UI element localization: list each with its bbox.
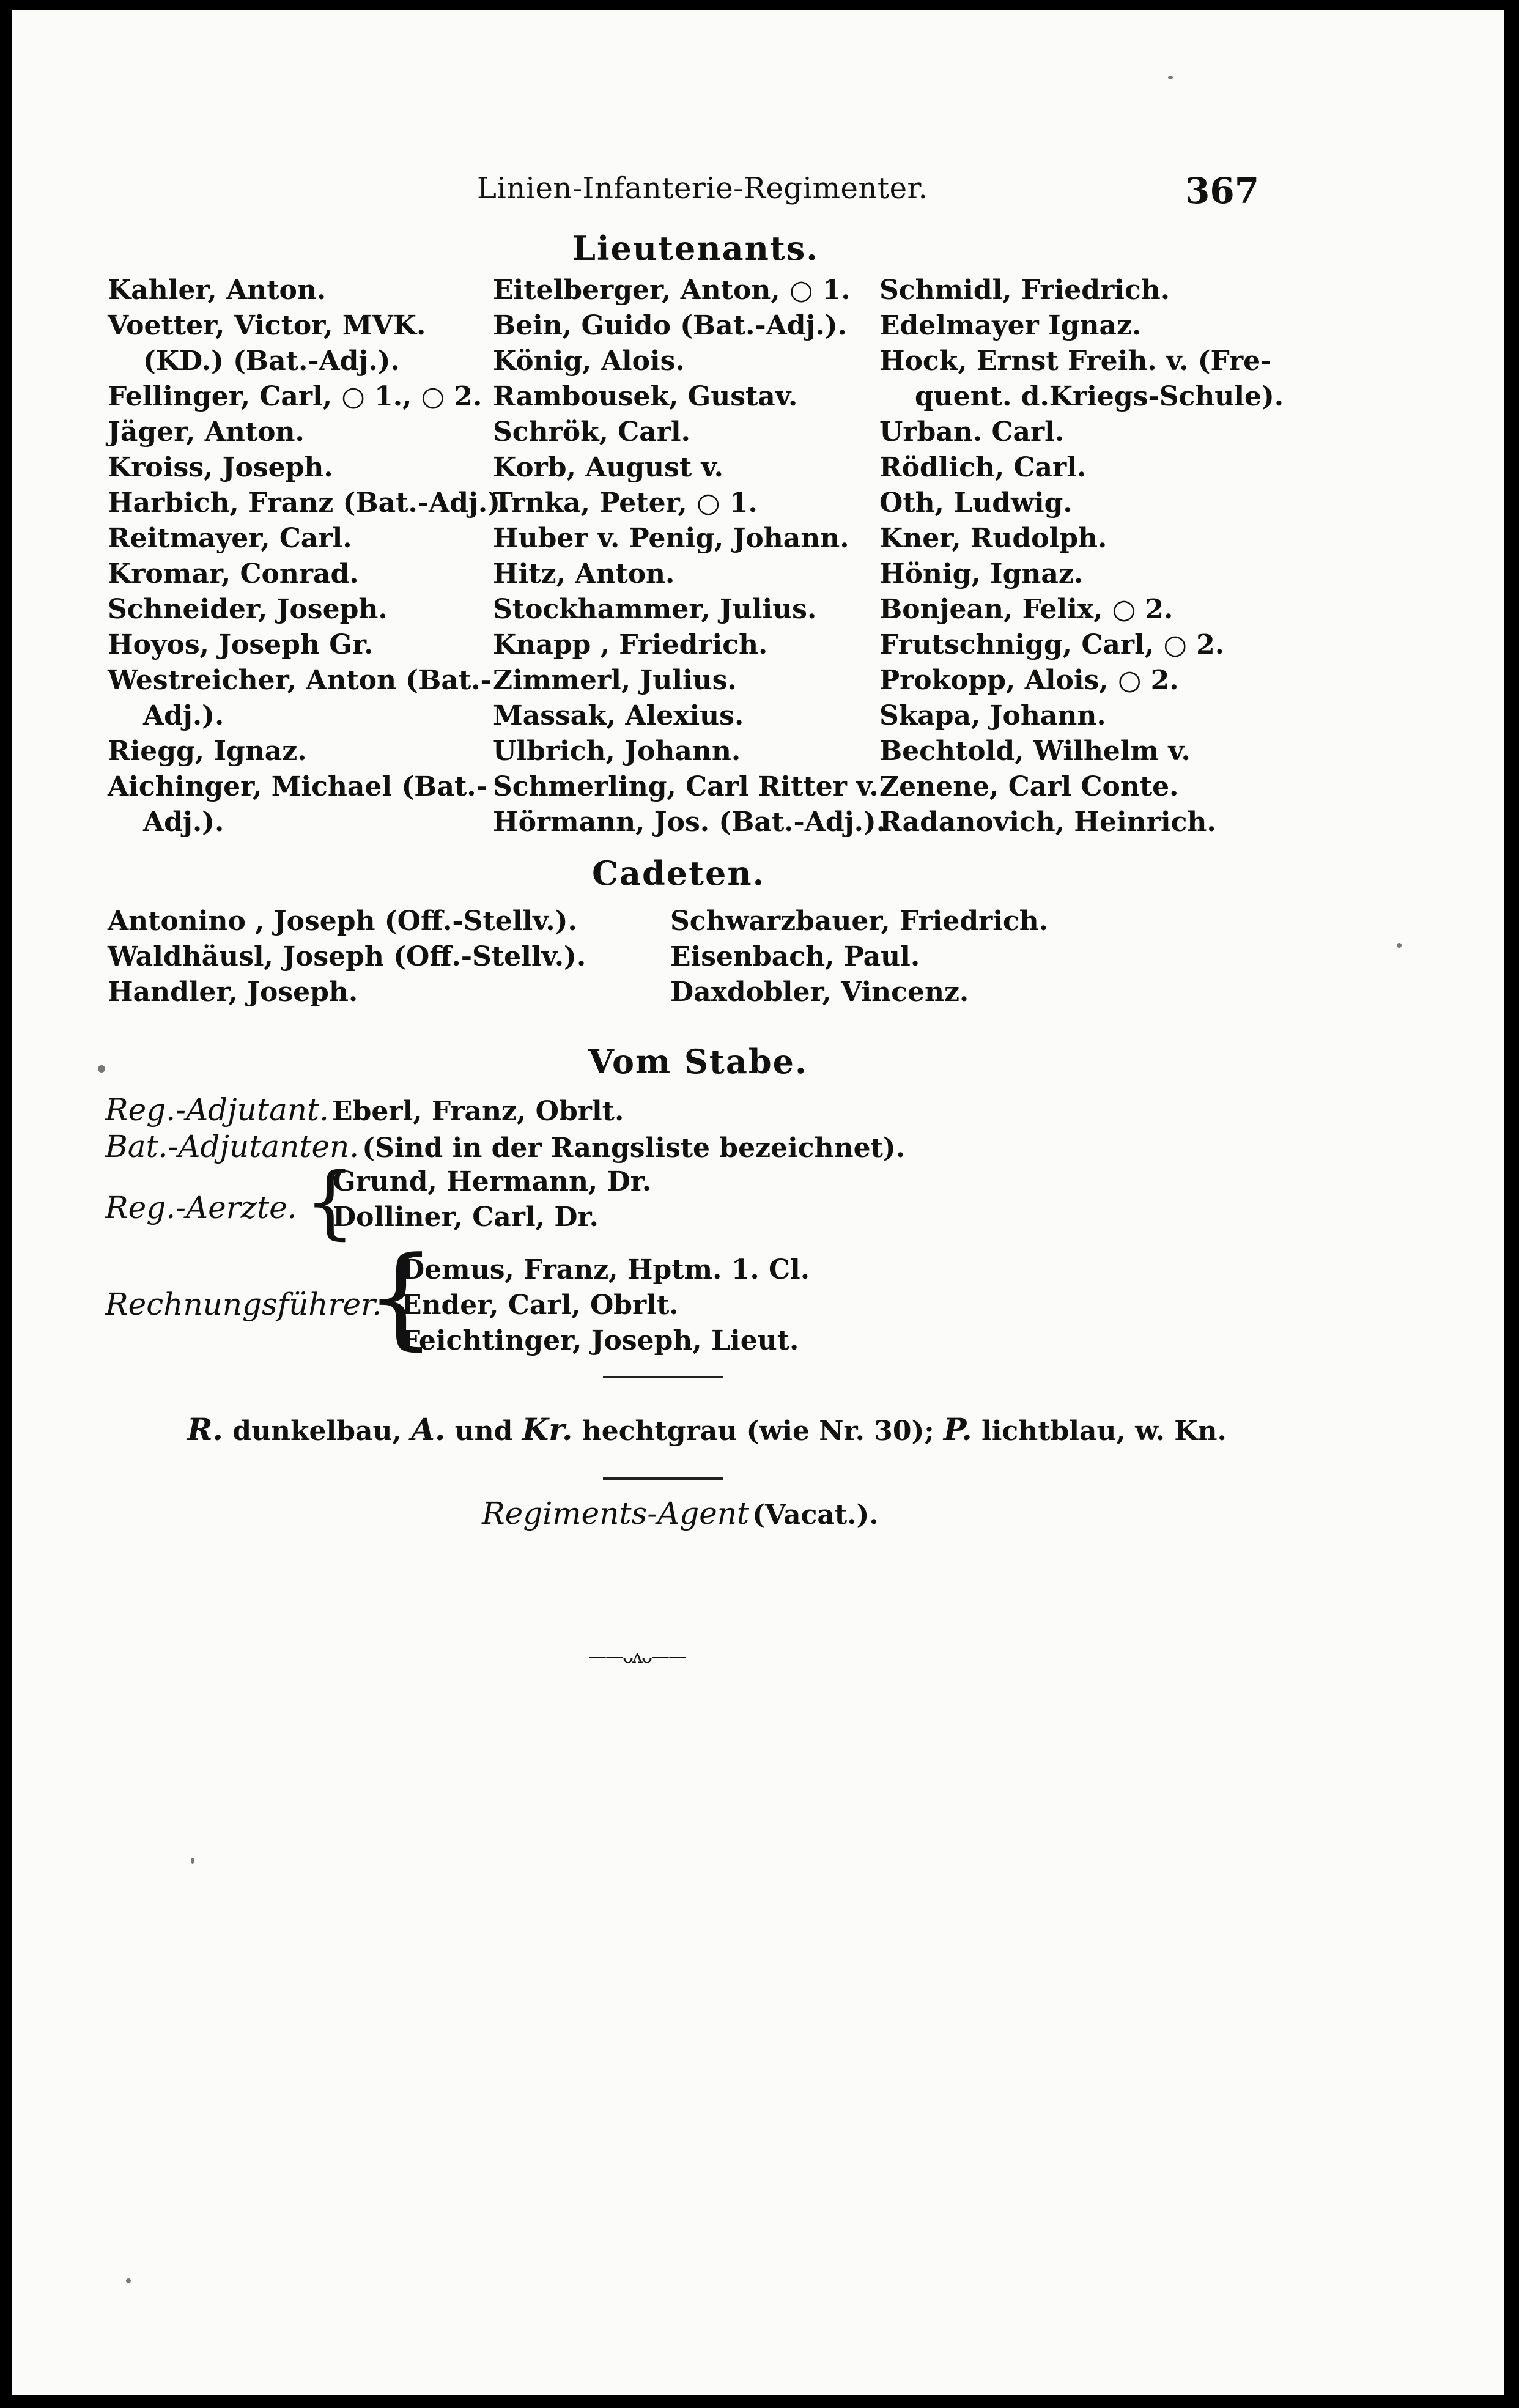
list-item: Schmerling, Carl Ritter v. [493,771,879,802]
list-item: Stockhammer, Julius. [493,594,817,625]
scan-speck [126,2278,131,2283]
rechnungsfuehrer-label: Rechnungsführer. [105,1287,382,1322]
uniform-r-label: R. [187,1411,223,1447]
list-item: Handler, Joseph. [108,977,358,1008]
reg-adjutant-value: Eberl, Franz, Obrlt. [332,1096,624,1127]
uniform-kr-label: Kr. [522,1411,573,1447]
cadeten-column-1 [108,904,586,1010]
list-item: Radanovich, Heinrich. [879,807,1216,838]
list-item: Waldhäusl, Joseph (Off.-Stellv.). [108,941,586,972]
list-item: Jäger, Anton. [108,416,305,448]
list-item: Prokopp, Alois, ○ 2. [879,665,1179,696]
list-item: Knapp , Friedrich. [493,629,768,660]
list-item: Eisenbach, Paul. [670,941,920,972]
bat-adjutanten-label: Bat.-Adjutanten. [105,1129,360,1164]
list-item: Dolliner, Carl, Dr. [333,1202,599,1233]
list-item: Kner, Rudolph. [879,523,1107,554]
scan-speck [98,1065,105,1073]
list-item: Zimmerl, Julius. [493,665,737,696]
divider [603,1376,723,1378]
divider [603,1477,723,1480]
list-item: Kromar, Conrad. [108,558,359,589]
uniform-und: und [454,1416,513,1447]
list-item: Adj.). [143,807,224,838]
cadeten-title: Cadeten. [592,854,766,893]
page-number: 367 [1185,170,1260,212]
list-item: Kahler, Anton. [108,275,327,306]
list-item: König, Alois. [493,345,685,377]
bat-adjutanten-line [105,1129,905,1164]
agent-value: (Vacat.). [752,1499,879,1531]
list-item: Aichinger, Michael (Bat.- [108,771,487,802]
list-item: Westreicher, Anton (Bat.- [108,665,492,696]
list-item: Massak, Alexius. [493,700,744,731]
uniform-p-label: P. [943,1411,972,1447]
reg-aerzte-list [333,1164,651,1235]
list-item: Korb, August v. [493,452,723,483]
list-item: Schrök, Carl. [493,416,690,448]
list-item: Harbich, Franz (Bat.-Adj.). [108,487,510,519]
uniform-p-value: lichtblau, w. Kn. [981,1416,1227,1447]
lieutenants-title: Lieutenants. [572,229,819,268]
bat-adjutanten-value: (Sind in der Rangsliste bezeichnet). [362,1132,906,1164]
list-item: (KD.) (Bat.-Adj.). [143,345,400,377]
running-title: Linien-Infanterie-Regimenter. [477,171,928,205]
list-item: Voetter, Victor, MVK. [108,310,426,341]
uniform-r-value: dunkelbau, [232,1416,402,1447]
list-item: Huber v. Penig, Johann. [493,523,849,554]
list-item: Reitmayer, Carl. [108,523,352,554]
list-item: Hörmann, Jos. (Bat.-Adj.). [493,807,886,838]
list-item: Daxdobler, Vincenz. [670,977,969,1008]
brace-icon: { [305,1155,355,1248]
lieutenants-column-2 [493,273,885,840]
list-item: Grund, Hermann, Dr. [333,1166,652,1197]
rechnungsfuehrer-list [401,1252,810,1359]
list-item: Rödlich, Carl. [879,452,1087,483]
uniform-kr-value: hechtgrau (wie Nr. 30); [582,1416,934,1447]
list-item: Trnka, Peter, ○ 1. [493,487,758,519]
list-item: Zenene, Carl Conte. [879,771,1179,802]
list-item: Bechtold, Wilhelm v. [879,736,1191,767]
list-item: Skapa, Johann. [879,700,1106,731]
list-item: Hitz, Anton. [493,558,675,589]
list-item: Adj.). [143,700,224,731]
scan-speck [1168,76,1173,79]
uniform-a-label: A. [411,1411,446,1447]
list-item: Schneider, Joseph. [108,594,388,625]
list-item: Hönig, Ignaz. [879,558,1084,589]
document-page [12,10,1504,2395]
agent-label: Regiments-Agent [482,1496,750,1531]
list-item: Hock, Ernst Freih. v. (Fre- [879,345,1272,377]
list-item: Riegg, Ignaz. [108,736,307,767]
list-item: Schwarzbauer, Friedrich. [670,906,1049,937]
list-item: Kroiss, Joseph. [108,452,333,483]
cadeten-column-2 [670,904,1048,1010]
brace-icon: { [366,1233,436,1361]
list-item: Oth, Ludwig. [879,487,1073,519]
list-item: Ender, Carl, Obrlt. [401,1290,679,1321]
agent-line [482,1496,879,1531]
lieutenants-column-1 [108,273,509,840]
scan-speck [191,1858,194,1864]
scan-speck [1397,943,1402,948]
stabe-title: Vom Stabe. [588,1042,808,1081]
list-item: Fellinger, Carl, ○ 1., ○ 2. [108,381,482,412]
list-item: Edelmayer Ignaz. [879,310,1142,341]
reg-aerzte-label: Reg.-Aerzte. [105,1190,297,1225]
list-item: Eitelberger, Anton, ○ 1. [493,275,851,306]
reg-adjutant-label: Reg.-Adjutant. [105,1092,329,1128]
list-item: Schmidl, Friedrich. [879,275,1170,306]
lieutenants-column-3 [879,273,1284,840]
list-item: Antonino , Joseph (Off.-Stellv.). [108,906,577,937]
list-item: Hoyos, Joseph Gr. [108,629,374,660]
list-item: Bonjean, Felix, ○ 2. [879,594,1173,625]
reg-adjutant-line [105,1092,624,1128]
list-item: Urban. Carl. [879,416,1065,448]
list-item: Frutschnigg, Carl, ○ 2. [879,629,1225,660]
list-item: Rambousek, Gustav. [493,381,798,412]
end-ornament: ——ᴗᴧᴗ—— [588,1646,686,1668]
list-item: quent. d.Kriegs-Schule). [915,381,1284,412]
uniform-line [187,1411,1227,1447]
list-item: Demus, Franz, Hptm. 1. Cl. [401,1254,810,1285]
list-item: Feichtinger, Joseph, Lieut. [401,1325,799,1356]
list-item: Ulbrich, Johann. [493,736,741,767]
list-item: Bein, Guido (Bat.-Adj.). [493,310,847,341]
